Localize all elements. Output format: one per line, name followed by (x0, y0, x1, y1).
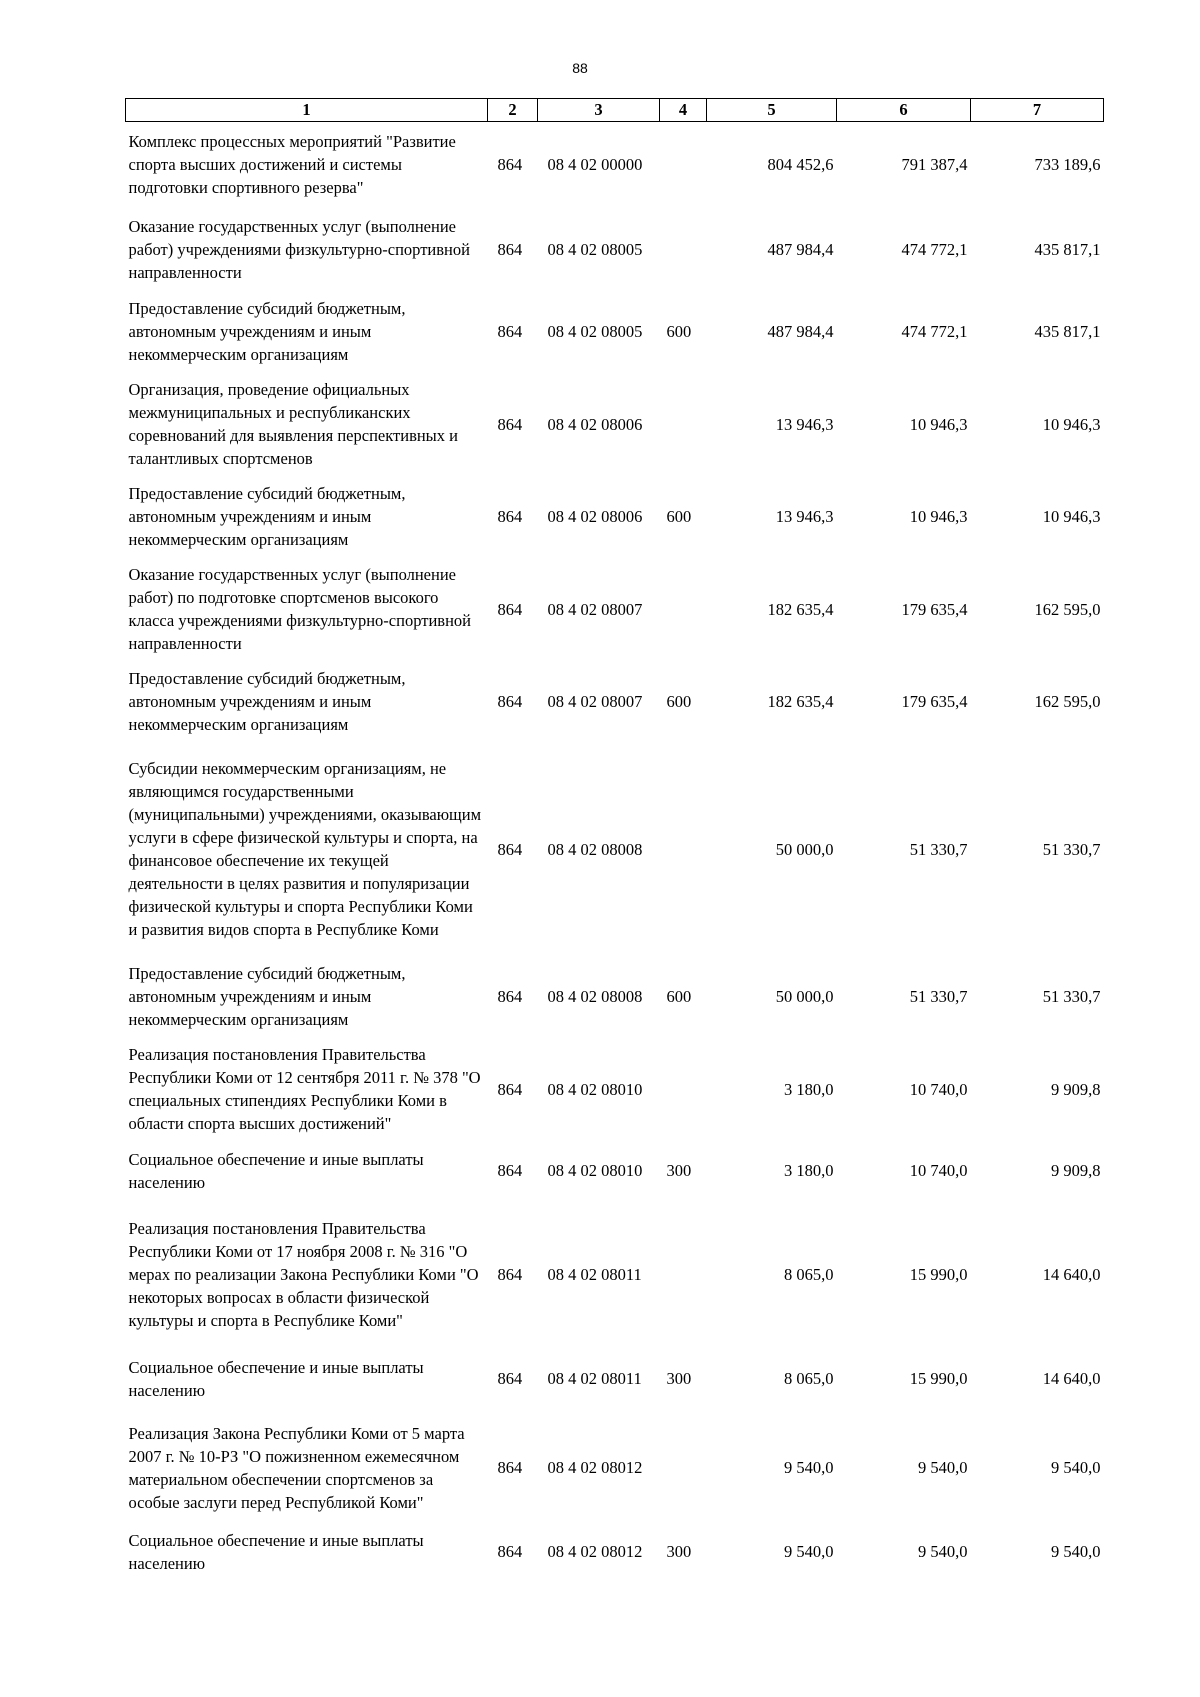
row-value-7: 9 540,0 (1051, 1458, 1101, 1477)
header-col-1: 1 (126, 99, 488, 122)
row-value-7: 162 595,0 (1034, 599, 1101, 619)
row-vr (660, 1408, 707, 1528)
page-number (0, 60, 1200, 76)
row-value-5: 50 000,0 (775, 839, 834, 859)
row-name: Оказание государственных услуг (выполнение работ) по подготовке спортсменов высокого класса учреждениями физкультурно-спортивной направленности (128, 565, 471, 653)
row-csr: 08 4 02 08010 (547, 1079, 643, 1099)
row-value-7: 10 946,3 (1042, 414, 1101, 434)
row-vr: 300 (666, 1542, 692, 1561)
row-csr: 08 4 02 08012 (547, 1542, 643, 1561)
row-ved: 864 (497, 154, 523, 174)
table-row (126, 477, 1104, 557)
row-vr (660, 372, 707, 477)
table-row (126, 122, 1104, 207)
row-csr: 08 4 02 08011 (547, 1265, 642, 1284)
header-col-2: 2 (488, 99, 538, 122)
row-value-6: 51 330,7 (909, 839, 968, 859)
row-name: Комплекс процессных мероприятий "Развитие спорта высших достижений и системы подготовки спортивного резерва" (128, 131, 456, 197)
row-value-6: 791 387,4 (901, 154, 968, 174)
row-vr (660, 207, 707, 292)
budget-table (125, 98, 1104, 1576)
row-value-7: 51 330,7 (1042, 839, 1101, 859)
row-value-7: 9 909,8 (1051, 1161, 1101, 1180)
row-ved: 864 (497, 839, 523, 859)
row-ved: 864 (497, 1079, 523, 1099)
header-col-3: 3 (538, 99, 660, 122)
row-value-5: 8 065,0 (784, 1369, 834, 1388)
row-name: Социальное обеспечение и иные выплаты населению (128, 1149, 424, 1192)
row-csr: 08 4 02 08005 (547, 239, 643, 259)
row-name: Социальное обеспечение и иные выплаты населению (128, 1357, 424, 1400)
row-value-7: 435 817,1 (1034, 239, 1101, 259)
row-name: Организация, проведение официальных межмуниципальных и республиканских соревнований для выявления перспективных и талантливых спортсменов (128, 380, 458, 468)
row-csr: 08 4 02 08008 (547, 987, 643, 1006)
row-value-7: 9 909,8 (1051, 1079, 1101, 1099)
row-value-7: 14 640,0 (1042, 1369, 1101, 1388)
row-csr: 08 4 02 08006 (547, 507, 643, 526)
row-value-5: 3 180,0 (784, 1161, 834, 1180)
table-row (126, 1350, 1104, 1408)
header-col-4: 4 (660, 99, 707, 122)
table-row (126, 742, 1104, 957)
row-ved: 864 (497, 599, 523, 619)
table-row (126, 1408, 1104, 1528)
row-value-5: 50 000,0 (775, 987, 834, 1006)
row-vr: 600 (666, 987, 692, 1006)
row-value-7: 162 595,0 (1034, 692, 1101, 711)
row-name: Предоставление субсидий бюджетным, автономным учреждениям и иным некоммерческим организациям (128, 299, 406, 364)
row-value-6: 51 330,7 (909, 987, 968, 1006)
table-header-row (126, 99, 1104, 122)
header-col-5: 5 (707, 99, 837, 122)
row-value-6: 179 635,4 (901, 692, 968, 711)
table-row (126, 1528, 1104, 1576)
row-value-5: 804 452,6 (767, 154, 834, 174)
row-csr: 08 4 02 08010 (547, 1161, 643, 1180)
row-value-5: 487 984,4 (767, 239, 834, 259)
row-value-7: 9 540,0 (1051, 1542, 1101, 1561)
row-value-6: 10 946,3 (909, 414, 968, 434)
row-csr: 08 4 02 08007 (547, 692, 643, 711)
row-ved: 864 (497, 692, 523, 711)
row-value-5: 9 540,0 (784, 1458, 834, 1477)
row-value-6: 9 540,0 (918, 1542, 968, 1561)
row-ved: 864 (497, 1265, 523, 1284)
row-value-5: 182 635,4 (767, 692, 834, 711)
row-value-7: 14 640,0 (1042, 1265, 1101, 1284)
table-row (126, 1037, 1104, 1142)
table-row (126, 662, 1104, 742)
row-value-5: 3 180,0 (784, 1079, 834, 1099)
row-value-6: 15 990,0 (909, 1369, 968, 1388)
header-col-6: 6 (837, 99, 971, 122)
row-ved: 864 (497, 507, 523, 526)
row-value-5: 8 065,0 (784, 1265, 834, 1284)
row-csr: 08 4 02 08006 (547, 414, 643, 434)
row-ved: 864 (497, 987, 523, 1006)
row-value-5: 9 540,0 (784, 1542, 834, 1561)
row-value-6: 10 740,0 (909, 1079, 968, 1099)
row-value-5: 487 984,4 (767, 322, 834, 341)
table-row (126, 372, 1104, 477)
row-ved: 864 (497, 1542, 523, 1561)
header-col-7: 7 (971, 99, 1104, 122)
row-value-7: 733 189,6 (1034, 154, 1101, 174)
table-row (126, 957, 1104, 1037)
row-name: Субсидии некоммерческим организациям, не являющимся государственными (муниципальными) учреждениями, оказывающим услуги в сфере физической культуры и спорта, на финансовое обеспечение их текущей деятельности в целях развития и популяризации физической культуры и спорта Республики Коми и развития видов спорта в Республике Коми (128, 759, 482, 939)
row-vr (660, 742, 707, 957)
row-value-6: 474 772,1 (901, 239, 968, 259)
row-csr: 08 4 02 08011 (547, 1369, 642, 1388)
row-vr (660, 1037, 707, 1142)
page-number-text: 88 (572, 60, 588, 76)
row-vr: 300 (666, 1369, 692, 1388)
row-csr: 08 4 02 08007 (547, 599, 643, 619)
row-value-6: 15 990,0 (909, 1265, 968, 1284)
row-value-7: 51 330,7 (1042, 987, 1101, 1006)
row-csr: 08 4 02 08012 (547, 1458, 643, 1477)
row-name: Социальное обеспечение и иные выплаты населению (128, 1530, 424, 1573)
table-row (126, 1200, 1104, 1350)
row-vr: 600 (666, 692, 692, 711)
row-ved: 864 (497, 322, 523, 341)
row-value-5: 13 946,3 (775, 507, 834, 526)
row-vr (660, 122, 707, 207)
row-ved: 864 (497, 1458, 523, 1477)
row-vr: 600 (666, 507, 692, 526)
row-ved: 864 (497, 1161, 523, 1180)
row-name: Реализация постановления Правительства Республики Коми от 12 сентября 2011 г. № 378 "О специальных стипендиях Республики Коми в области спорта высших достижений" (128, 1045, 481, 1133)
row-ved: 864 (497, 239, 523, 259)
row-value-6: 9 540,0 (918, 1458, 968, 1477)
row-value-5: 182 635,4 (767, 599, 834, 619)
row-value-6: 474 772,1 (901, 322, 968, 341)
row-ved: 864 (497, 1369, 523, 1388)
row-vr: 600 (666, 322, 692, 341)
row-name: Предоставление субсидий бюджетным, автономным учреждениям и иным некоммерческим организациям (128, 669, 406, 734)
row-name: Оказание государственных услуг (выполнение работ) учреждениями физкультурно-спортивной направленности (128, 216, 470, 282)
row-csr: 08 4 02 08005 (547, 322, 643, 341)
row-csr: 08 4 02 08008 (547, 839, 643, 859)
row-name: Реализация Закона Республики Коми от 5 марта 2007 г. № 10-РЗ "О пожизненном ежемесячном материальном обеспечении спортсменов за особые заслуги перед Республикой Коми" (128, 1423, 465, 1512)
table-row (126, 292, 1104, 372)
row-ved: 864 (497, 414, 523, 434)
row-vr: 300 (666, 1161, 692, 1180)
table-row (126, 1142, 1104, 1200)
table-row (126, 207, 1104, 292)
row-name: Реализация постановления Правительства Республики Коми от 17 ноября 2008 г. № 316 "О мерах по реализации Закона Республики Коми "О некоторых вопросах в области физической культуры и спорта в Республике Коми" (128, 1219, 479, 1330)
row-value-6: 10 946,3 (909, 507, 968, 526)
row-value-7: 10 946,3 (1042, 507, 1101, 526)
row-value-6: 179 635,4 (901, 599, 968, 619)
row-value-5: 13 946,3 (775, 414, 834, 434)
row-csr: 08 4 02 00000 (547, 154, 643, 174)
row-value-6: 10 740,0 (909, 1161, 968, 1180)
row-name: Предоставление субсидий бюджетным, автономным учреждениям и иным некоммерческим организациям (128, 484, 406, 549)
row-value-7: 435 817,1 (1034, 322, 1101, 341)
row-name: Предоставление субсидий бюджетным, автономным учреждениям и иным некоммерческим организациям (128, 964, 406, 1029)
row-vr (660, 1200, 707, 1350)
table-row (126, 557, 1104, 662)
row-vr (660, 557, 707, 662)
